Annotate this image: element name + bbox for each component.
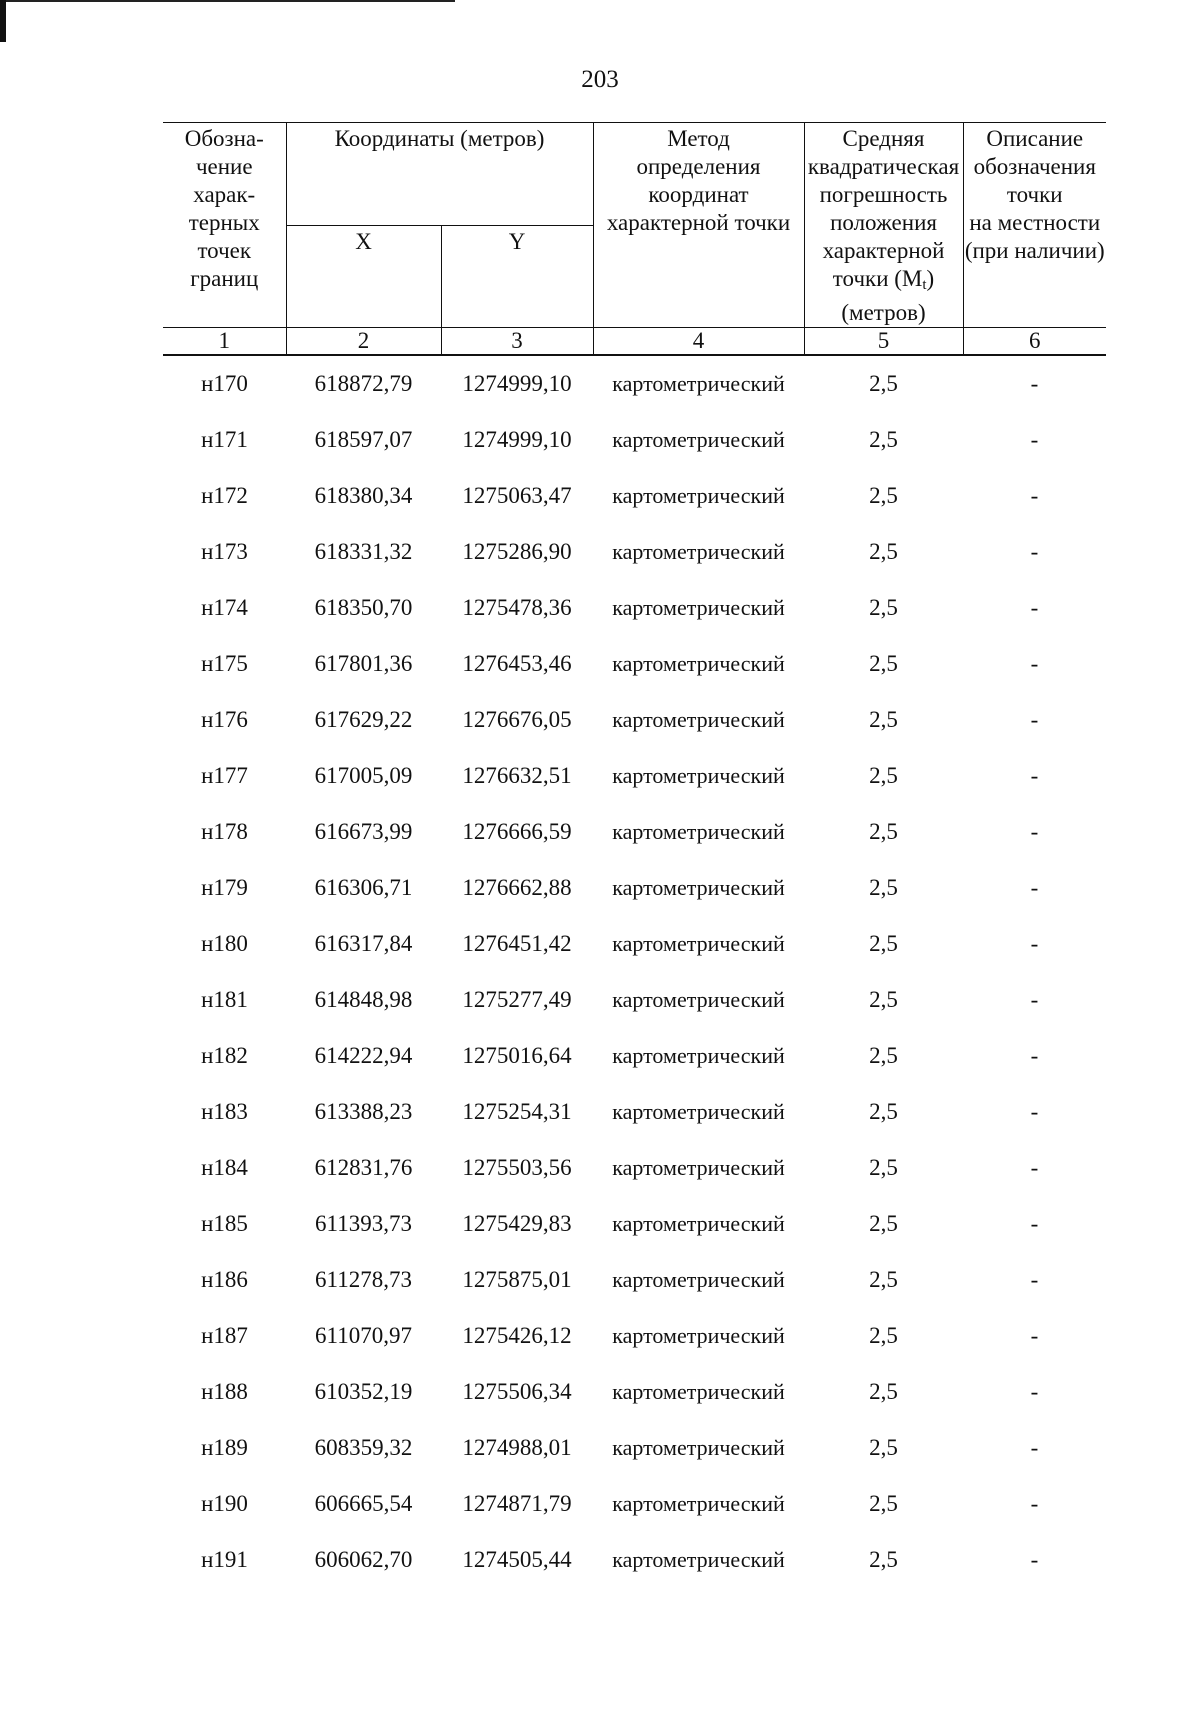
method-cell: картометрический <box>612 1043 785 1068</box>
point-id-cell: н179 <box>201 875 248 900</box>
scan-edge-left <box>0 0 6 42</box>
header-mean-square-error <box>804 123 963 328</box>
point-id-cell: н184 <box>201 1155 248 1180</box>
header-coordinates: Координаты (метров) <box>286 123 593 226</box>
table-row <box>163 1476 1106 1532</box>
point-id-cell: н178 <box>201 819 248 844</box>
table-row <box>163 1196 1106 1252</box>
error-value-cell: 2,5 <box>869 483 898 508</box>
header-x: X <box>286 225 441 328</box>
point-id-cell: н172 <box>201 483 248 508</box>
coord-x-cell: 617629,22 <box>314 707 413 732</box>
error-value-cell: 2,5 <box>869 595 898 620</box>
coord-y-cell: 1275478,36 <box>462 595 572 620</box>
point-id-cell: н175 <box>201 651 248 676</box>
error-value-cell: 2,5 <box>869 875 898 900</box>
description-cell: - <box>1030 1099 1039 1124</box>
point-id-cell: н180 <box>201 931 248 956</box>
point-id-cell: н176 <box>201 707 248 732</box>
description-cell: - <box>1030 371 1039 396</box>
coord-y-cell: 1274988,01 <box>462 1435 572 1460</box>
table-row <box>163 1028 1106 1084</box>
point-id-cell: н182 <box>201 1043 248 1068</box>
method-cell: картометрический <box>612 1491 785 1516</box>
error-value-cell: 2,5 <box>869 1155 898 1180</box>
coord-x-cell: 617005,09 <box>314 763 413 788</box>
table-row <box>163 692 1106 748</box>
coord-x-cell: 616673,99 <box>314 819 413 844</box>
point-id-cell: н186 <box>201 1267 248 1292</box>
error-value-cell: 2,5 <box>869 1099 898 1124</box>
coord-x-cell: 618597,07 <box>314 427 413 452</box>
description-cell: - <box>1030 1379 1039 1404</box>
table-row <box>163 355 1106 412</box>
coord-y-cell: 1274871,79 <box>462 1491 572 1516</box>
header-description: Описание обозначения точки на местности (при наличии) <box>963 123 1106 328</box>
description-cell: - <box>1030 875 1039 900</box>
coord-x-cell: 608359,32 <box>314 1435 413 1460</box>
coord-y-cell: 1275875,01 <box>462 1267 572 1292</box>
error-value-cell: 2,5 <box>869 1323 898 1348</box>
coord-x-cell: 606062,70 <box>314 1547 413 1572</box>
point-id-cell: н177 <box>201 763 248 788</box>
coord-x-cell: 612831,76 <box>314 1155 413 1180</box>
column-number: 2 <box>286 328 441 356</box>
method-cell: картометрический <box>612 651 785 676</box>
coord-x-cell: 611278,73 <box>315 1267 412 1292</box>
coord-y-cell: 1275429,83 <box>462 1211 572 1236</box>
table-row <box>163 468 1106 524</box>
point-id-cell: н181 <box>201 987 248 1012</box>
coord-y-cell: 1275503,56 <box>462 1155 572 1180</box>
coord-x-cell: 616306,71 <box>314 875 413 900</box>
column-number: 1 <box>163 328 286 356</box>
method-cell: картометрический <box>612 483 785 508</box>
column-numbers-row <box>163 328 1106 356</box>
column-number: 6 <box>963 328 1106 356</box>
description-cell: - <box>1030 1267 1039 1292</box>
point-id-cell: н189 <box>201 1435 248 1460</box>
description-cell: - <box>1030 651 1039 676</box>
coord-y-cell: 1276632,51 <box>462 763 572 788</box>
description-cell: - <box>1030 1155 1039 1180</box>
scan-edge-top <box>0 0 455 6</box>
coord-y-cell: 1274999,10 <box>462 427 572 452</box>
coord-y-cell: 1275286,90 <box>462 539 572 564</box>
error-value-cell: 2,5 <box>869 1491 898 1516</box>
description-cell: - <box>1030 1547 1039 1572</box>
method-cell: картометрический <box>612 1099 785 1124</box>
description-cell: - <box>1030 931 1039 956</box>
coord-y-cell: 1276453,46 <box>462 651 572 676</box>
error-value-cell: 2,5 <box>869 371 898 396</box>
description-cell: - <box>1030 1491 1039 1516</box>
coord-x-cell: 618331,32 <box>314 539 413 564</box>
point-id-cell: н174 <box>201 595 248 620</box>
coord-y-cell: 1275506,34 <box>462 1379 572 1404</box>
description-cell: - <box>1030 1323 1039 1348</box>
table-row <box>163 1140 1106 1196</box>
coord-y-cell: 1276666,59 <box>462 819 572 844</box>
method-cell: картометрический <box>612 539 785 564</box>
point-id-cell: н170 <box>201 371 248 396</box>
method-cell: картометрический <box>612 763 785 788</box>
method-cell: картометрический <box>612 707 785 732</box>
coord-x-cell: 618872,79 <box>314 371 413 396</box>
point-id-cell: н171 <box>201 427 248 452</box>
error-value-cell: 2,5 <box>869 707 898 732</box>
description-cell: - <box>1030 1043 1039 1068</box>
coord-x-cell: 616317,84 <box>314 931 413 956</box>
page-number: 203 <box>581 66 619 93</box>
table-row <box>163 1364 1106 1420</box>
error-value-cell: 2,5 <box>869 1267 898 1292</box>
header-designation: Обозна- чение харак- терных точек границ <box>163 123 286 328</box>
method-cell: картометрический <box>612 1435 785 1460</box>
point-id-cell: н191 <box>201 1547 248 1572</box>
method-cell: картометрический <box>612 1267 785 1292</box>
coord-x-cell: 618350,70 <box>314 595 413 620</box>
header-error-subscript: t <box>922 277 927 293</box>
method-cell: картометрический <box>612 595 785 620</box>
method-cell: картометрический <box>612 1211 785 1236</box>
description-cell: - <box>1030 763 1039 788</box>
description-cell: - <box>1030 1435 1039 1460</box>
coord-y-cell: 1274999,10 <box>462 371 572 396</box>
method-cell: картометрический <box>612 1323 785 1348</box>
description-cell: - <box>1030 819 1039 844</box>
coord-x-cell: 606665,54 <box>314 1491 413 1516</box>
error-value-cell: 2,5 <box>869 1435 898 1460</box>
method-cell: картометрический <box>612 1379 785 1404</box>
header-error-text: Средняя квадратическая погрешность положения характерной точки (M <box>807 126 960 291</box>
coord-y-cell: 1275016,64 <box>462 1043 572 1068</box>
coord-y-cell: 1276676,05 <box>462 707 572 732</box>
method-cell: картометрический <box>612 427 785 452</box>
header-error-text-end: ) (метров) <box>841 266 935 325</box>
method-cell: картометрический <box>612 931 785 956</box>
coord-x-cell: 611393,73 <box>315 1211 412 1236</box>
error-value-cell: 2,5 <box>869 763 898 788</box>
coord-x-cell: 614222,94 <box>314 1043 413 1068</box>
coord-x-cell: 614848,98 <box>314 987 413 1012</box>
point-id-cell: н183 <box>201 1099 248 1124</box>
table-row <box>163 412 1106 468</box>
table-row <box>163 580 1106 636</box>
table-row <box>163 972 1106 1028</box>
method-cell: картометрический <box>612 819 785 844</box>
method-cell: картометрический <box>612 875 785 900</box>
point-id-cell: н190 <box>201 1491 248 1516</box>
error-value-cell: 2,5 <box>869 1043 898 1068</box>
coord-y-cell: 1276662,88 <box>462 875 572 900</box>
coord-x-cell: 610352,19 <box>314 1379 413 1404</box>
coord-x-cell: 613388,23 <box>314 1099 413 1124</box>
description-cell: - <box>1030 595 1039 620</box>
method-cell: картометрический <box>612 371 785 396</box>
table-row <box>163 916 1106 972</box>
description-cell: - <box>1030 707 1039 732</box>
coord-y-cell: 1275426,12 <box>462 1323 572 1348</box>
description-cell: - <box>1030 987 1039 1012</box>
table-row <box>163 804 1106 860</box>
point-id-cell: н185 <box>201 1211 248 1236</box>
table-row <box>163 860 1106 916</box>
table-row <box>163 1084 1106 1140</box>
coord-x-cell: 617801,36 <box>314 651 413 676</box>
table-row <box>163 524 1106 580</box>
table-row <box>163 1252 1106 1308</box>
error-value-cell: 2,5 <box>869 1547 898 1572</box>
description-cell: - <box>1030 483 1039 508</box>
error-value-cell: 2,5 <box>869 931 898 956</box>
method-cell: картометрический <box>612 1155 785 1180</box>
coord-y-cell: 1275254,31 <box>462 1099 572 1124</box>
method-cell: картометрический <box>612 1547 785 1572</box>
column-number: 5 <box>804 328 963 356</box>
coord-x-cell: 611070,97 <box>315 1323 412 1348</box>
table-row <box>163 1532 1106 1588</box>
column-number: 4 <box>593 328 804 356</box>
point-id-cell: н173 <box>201 539 248 564</box>
error-value-cell: 2,5 <box>869 1211 898 1236</box>
coord-y-cell: 1276451,42 <box>462 931 572 956</box>
error-value-cell: 2,5 <box>869 427 898 452</box>
description-cell: - <box>1030 427 1039 452</box>
description-cell: - <box>1030 539 1039 564</box>
method-cell: картометрический <box>612 987 785 1012</box>
table-row <box>163 1420 1106 1476</box>
error-value-cell: 2,5 <box>869 1379 898 1404</box>
error-value-cell: 2,5 <box>869 539 898 564</box>
header-method: Метод определения координат характерной точки <box>593 123 804 328</box>
coord-y-cell: 1275063,47 <box>462 483 572 508</box>
coord-x-cell: 618380,34 <box>314 483 413 508</box>
column-number: 3 <box>441 328 593 356</box>
coordinates-table <box>163 122 1106 1588</box>
point-id-cell: н187 <box>201 1323 248 1348</box>
error-value-cell: 2,5 <box>869 819 898 844</box>
coord-y-cell: 1275277,49 <box>462 987 572 1012</box>
error-value-cell: 2,5 <box>869 651 898 676</box>
coord-y-cell: 1274505,44 <box>462 1547 572 1572</box>
table-row <box>163 748 1106 804</box>
table-row <box>163 636 1106 692</box>
header-y: Y <box>441 225 593 328</box>
table-row <box>163 1308 1106 1364</box>
point-id-cell: н188 <box>201 1379 248 1404</box>
error-value-cell: 2,5 <box>869 987 898 1012</box>
description-cell: - <box>1030 1211 1039 1236</box>
